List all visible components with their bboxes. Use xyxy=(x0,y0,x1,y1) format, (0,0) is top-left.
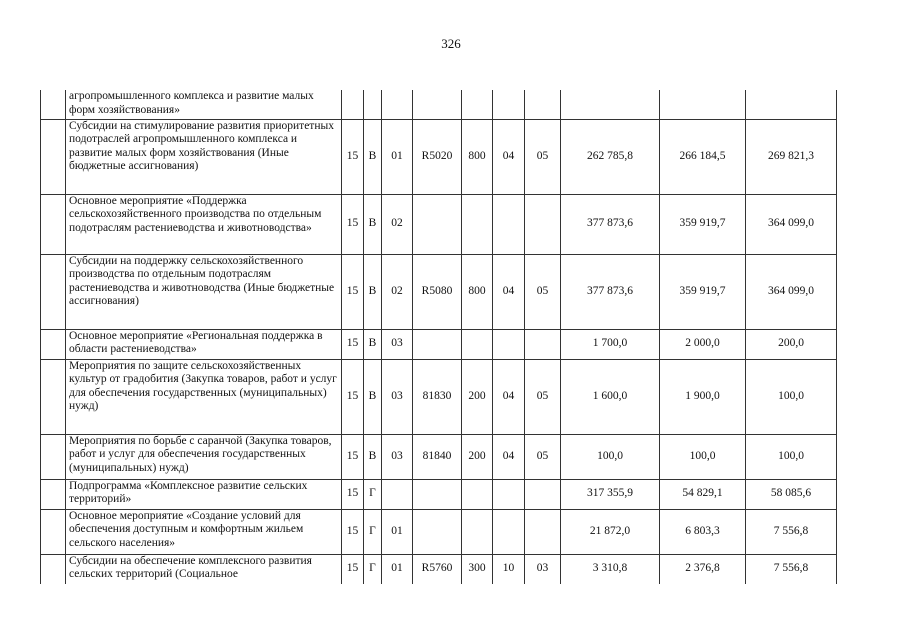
direction-code-cell: 81840 xyxy=(413,434,462,479)
amount-year3-cell xyxy=(746,90,837,119)
index-cell xyxy=(41,479,66,509)
item-name-cell: Основное мероприятие «Региональная поддержка в области растениеводства» xyxy=(66,329,342,359)
ministry-code-cell: 15 xyxy=(342,479,364,509)
subprogram-code-cell xyxy=(382,90,413,119)
ministry-code-cell: 15 xyxy=(342,554,364,584)
subprogram-code-cell: 01 xyxy=(382,119,413,194)
subprogram-code-cell: 02 xyxy=(382,254,413,329)
ministry-code-cell xyxy=(342,90,364,119)
subsection-cell xyxy=(525,90,561,119)
expense-type-cell xyxy=(462,329,493,359)
index-cell xyxy=(41,554,66,584)
page-number: 326 xyxy=(441,36,461,51)
section-cell xyxy=(493,329,525,359)
ministry-code-cell: 15 xyxy=(342,434,364,479)
amount-year3-cell: 269 821,3 xyxy=(746,119,837,194)
amount-year2-cell: 266 184,5 xyxy=(660,119,746,194)
amount-year1-cell: 377 873,6 xyxy=(561,254,660,329)
amount-year3-cell: 100,0 xyxy=(746,434,837,479)
table-row xyxy=(41,479,837,509)
index-cell xyxy=(41,194,66,254)
direction-code-cell: R5020 xyxy=(413,119,462,194)
program-code-cell: В xyxy=(364,254,382,329)
amount-year2-cell xyxy=(660,90,746,119)
ministry-code-cell: 15 xyxy=(342,194,364,254)
amount-year1-cell: 21 872,0 xyxy=(561,509,660,554)
subsection-cell xyxy=(525,329,561,359)
subsection-cell: 05 xyxy=(525,359,561,434)
direction-code-cell xyxy=(413,194,462,254)
direction-code-cell: R5760 xyxy=(413,554,462,584)
amount-year1-cell: 262 785,8 xyxy=(561,119,660,194)
program-code-cell xyxy=(364,90,382,119)
direction-code-cell xyxy=(413,479,462,509)
item-name-cell: Субсидии на поддержку сельскохозяйственного производства по отдельным подотраслям растениеводства и животноводства (Иные бюджетные ассигнования) xyxy=(66,254,342,329)
section-cell xyxy=(493,479,525,509)
expense-type-cell: 200 xyxy=(462,359,493,434)
expense-type-cell: 300 xyxy=(462,554,493,584)
ministry-code-cell: 15 xyxy=(342,254,364,329)
index-cell xyxy=(41,434,66,479)
table-row xyxy=(41,554,837,584)
section-cell: 04 xyxy=(493,119,525,194)
subsection-cell: 05 xyxy=(525,434,561,479)
subsection-cell: 05 xyxy=(525,119,561,194)
section-cell: 04 xyxy=(493,359,525,434)
item-name-cell: Мероприятия по борьбе с саранчой (Закупка товаров, работ и услуг для обеспечения государственных (муниципальных) нужд) xyxy=(66,434,342,479)
index-cell xyxy=(41,119,66,194)
section-cell: 04 xyxy=(493,434,525,479)
amount-year1-cell: 377 873,6 xyxy=(561,194,660,254)
subprogram-code-cell: 03 xyxy=(382,434,413,479)
ministry-code-cell: 15 xyxy=(342,329,364,359)
expense-type-cell xyxy=(462,479,493,509)
expense-type-cell: 800 xyxy=(462,254,493,329)
subprogram-code-cell: 01 xyxy=(382,509,413,554)
amount-year2-cell: 2 376,8 xyxy=(660,554,746,584)
subprogram-code-cell: 03 xyxy=(382,359,413,434)
amount-year1-cell: 100,0 xyxy=(561,434,660,479)
subprogram-code-cell xyxy=(382,479,413,509)
program-code-cell: Г xyxy=(364,554,382,584)
table-row xyxy=(41,509,837,554)
program-code-cell: В xyxy=(364,434,382,479)
program-code-cell: В xyxy=(364,119,382,194)
subprogram-code-cell: 02 xyxy=(382,194,413,254)
amount-year3-cell: 58 085,6 xyxy=(746,479,837,509)
amount-year3-cell: 7 556,8 xyxy=(746,509,837,554)
amount-year2-cell: 6 803,3 xyxy=(660,509,746,554)
section-cell xyxy=(493,509,525,554)
amount-year2-cell: 359 919,7 xyxy=(660,254,746,329)
subprogram-code-cell: 03 xyxy=(382,329,413,359)
program-code-cell: В xyxy=(364,194,382,254)
subsection-cell: 03 xyxy=(525,554,561,584)
direction-code-cell: R5080 xyxy=(413,254,462,329)
direction-code-cell xyxy=(413,329,462,359)
section-cell: 10 xyxy=(493,554,525,584)
budget-table xyxy=(40,90,837,584)
table-row xyxy=(41,194,837,254)
amount-year3-cell: 100,0 xyxy=(746,359,837,434)
index-cell xyxy=(41,329,66,359)
direction-code-cell xyxy=(413,509,462,554)
amount-year3-cell: 364 099,0 xyxy=(746,194,837,254)
expense-type-cell xyxy=(462,194,493,254)
item-name-cell: Основное мероприятие «Создание условий для обеспечения доступным и комфортным жильем сельского населения» xyxy=(66,509,342,554)
table-row xyxy=(41,254,837,329)
expense-type-cell: 200 xyxy=(462,434,493,479)
table-row xyxy=(41,90,837,119)
amount-year1-cell xyxy=(561,90,660,119)
table-row xyxy=(41,119,837,194)
expense-type-cell: 800 xyxy=(462,119,493,194)
table-row xyxy=(41,434,837,479)
index-cell xyxy=(41,90,66,119)
amount-year1-cell: 1 600,0 xyxy=(561,359,660,434)
amount-year2-cell: 1 900,0 xyxy=(660,359,746,434)
section-cell xyxy=(493,90,525,119)
index-cell xyxy=(41,359,66,434)
subsection-cell xyxy=(525,194,561,254)
amount-year3-cell: 364 099,0 xyxy=(746,254,837,329)
item-name-cell: агропромышленного комплекса и развитие малых форм хозяйствования» xyxy=(66,90,342,119)
subprogram-code-cell: 01 xyxy=(382,554,413,584)
amount-year2-cell: 359 919,7 xyxy=(660,194,746,254)
amount-year1-cell: 3 310,8 xyxy=(561,554,660,584)
item-name-cell: Подпрограмма «Комплексное развитие сельских территорий» xyxy=(66,479,342,509)
index-cell xyxy=(41,509,66,554)
index-cell xyxy=(41,254,66,329)
item-name-cell: Мероприятия по защите сельскохозяйственных культур от градобития (Закупка товаров, работ и услуг для обеспечения государственных (муниципальных) нужд) xyxy=(66,359,342,434)
subsection-cell: 05 xyxy=(525,254,561,329)
section-cell xyxy=(493,194,525,254)
expense-type-cell xyxy=(462,90,493,119)
expense-type-cell xyxy=(462,509,493,554)
amount-year1-cell: 1 700,0 xyxy=(561,329,660,359)
program-code-cell: Г xyxy=(364,509,382,554)
amount-year3-cell: 7 556,8 xyxy=(746,554,837,584)
ministry-code-cell: 15 xyxy=(342,509,364,554)
subsection-cell xyxy=(525,509,561,554)
amount-year2-cell: 100,0 xyxy=(660,434,746,479)
ministry-code-cell: 15 xyxy=(342,119,364,194)
direction-code-cell: 81830 xyxy=(413,359,462,434)
item-name-cell: Субсидии на стимулирование развития приоритетных подотраслей агропромышленного комплекса и развитие малых форм хозяйствования (Иные бюджетные ассигнования) xyxy=(66,119,342,194)
item-name-cell: Основное мероприятие «Поддержка сельскохозяйственного производства по отдельным подотраслям растениеводства и животноводства» xyxy=(66,194,342,254)
table-row xyxy=(41,359,837,434)
amount-year2-cell: 2 000,0 xyxy=(660,329,746,359)
amount-year2-cell: 54 829,1 xyxy=(660,479,746,509)
table-row xyxy=(41,329,837,359)
item-name-cell: Субсидии на обеспечение комплексного развития сельских территорий (Социальное xyxy=(66,554,342,584)
ministry-code-cell: 15 xyxy=(342,359,364,434)
amount-year3-cell: 200,0 xyxy=(746,329,837,359)
section-cell: 04 xyxy=(493,254,525,329)
program-code-cell: В xyxy=(364,329,382,359)
amount-year1-cell: 317 355,9 xyxy=(561,479,660,509)
program-code-cell: Г xyxy=(364,479,382,509)
direction-code-cell xyxy=(413,90,462,119)
subsection-cell xyxy=(525,479,561,509)
program-code-cell: В xyxy=(364,359,382,434)
